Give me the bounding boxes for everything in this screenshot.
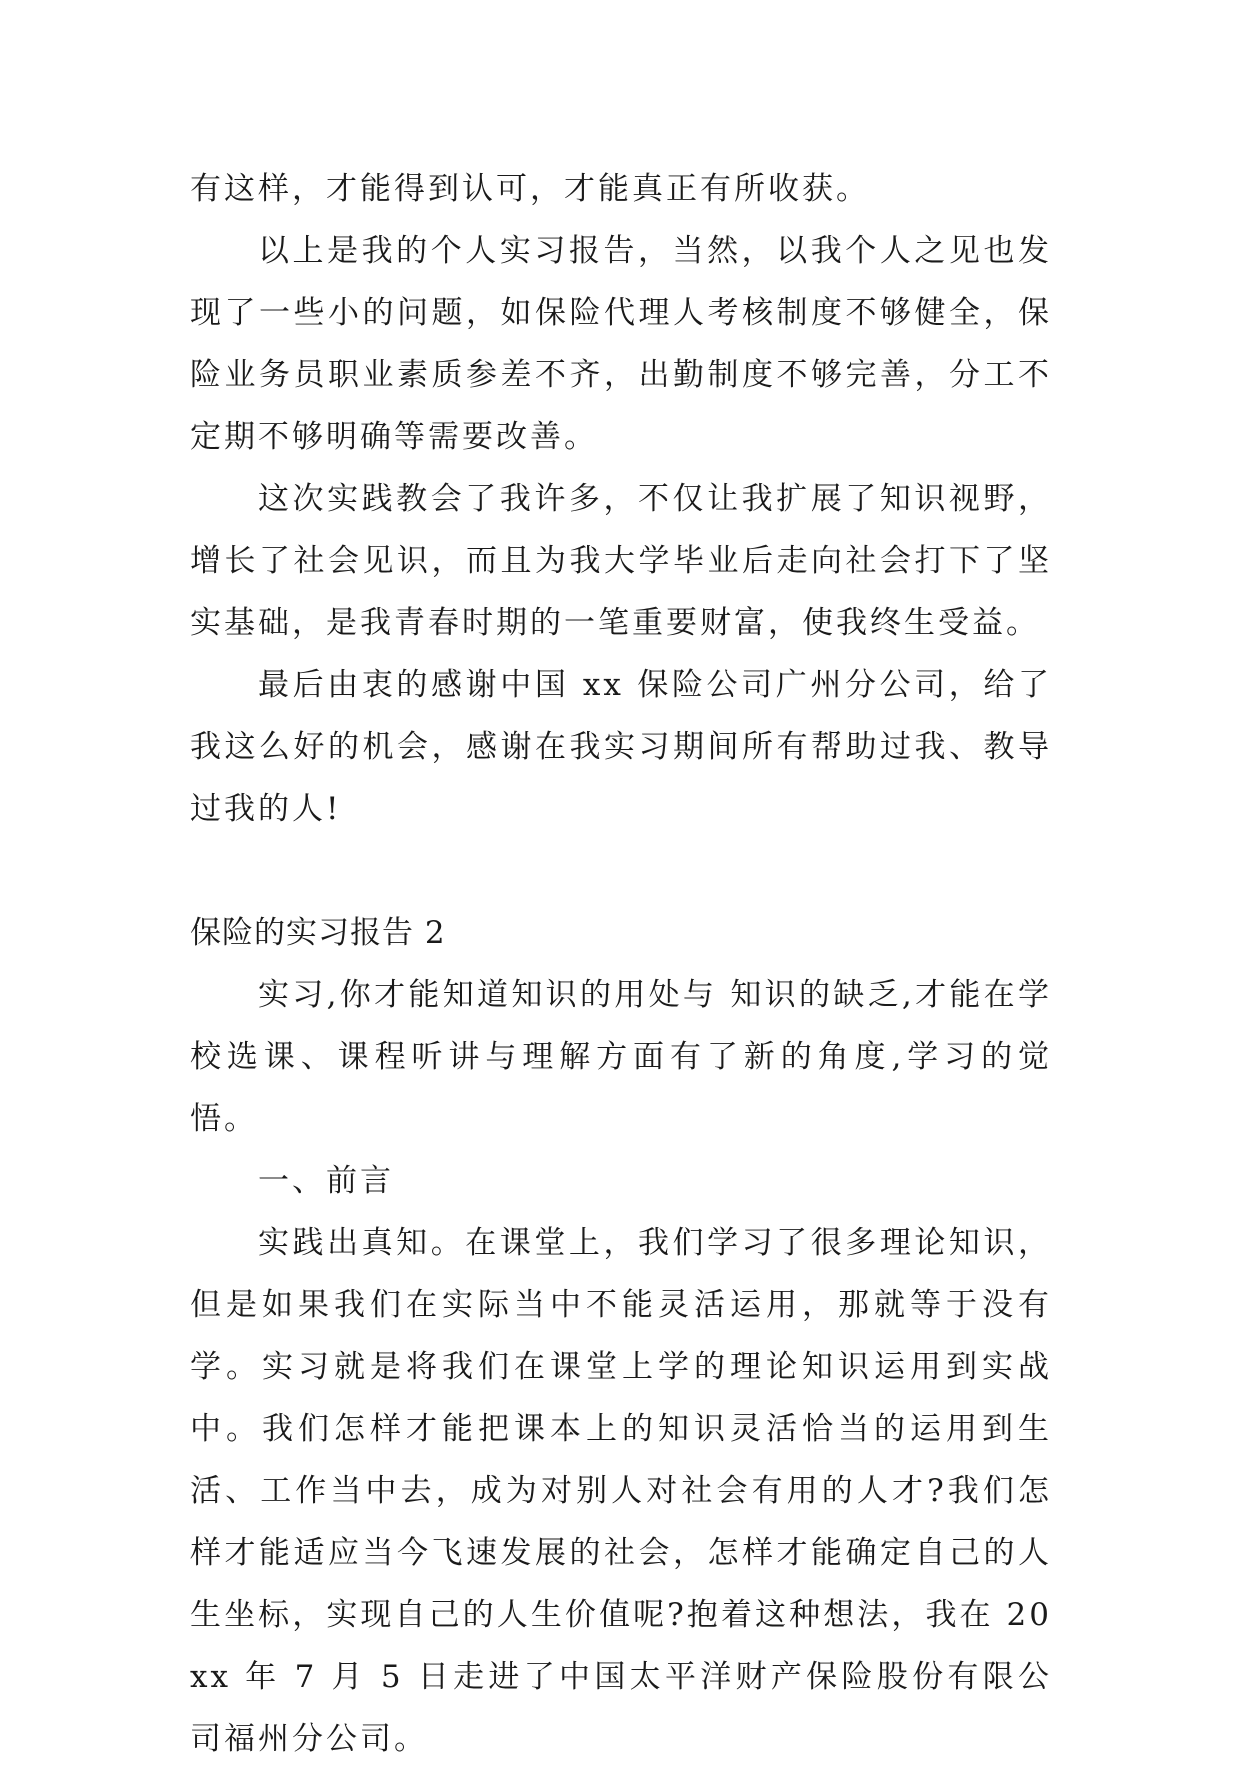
paragraph-preface-body: 实践出真知。在课堂上，我们学习了很多理论知识，但是如果我们在实际当中不能灵活运用，那就等于没有学。实习就是将我们在课堂上学的理论知识运用到实战中。我们怎样才能把课本上的知识灵活恰当的运用到生活、工作当中去，成为对别人对社会有用的人才?我们怎样才能适应当今飞速发展的社会，怎样才能确定自己的人生坐标，实现自己的人生价值呢?抱着这种想法，我在 20xx 年 7 月 5 日走进了中国太平洋财产保险股份有限公司福州分公司。	[190, 1225, 1052, 1757]
section-title: 保险的实习报告 2	[190, 915, 446, 951]
paragraph-report-summary: 以上是我的个人实习报告，当然，以我个人之见也发现了一些小的问题，如保险代理人考核制度不够健全，保险业务员职业素质参差不齐，出勤制度不够完善，分工不定期不够明确等需要改善。	[190, 233, 1052, 455]
subheading-preface: 一、前言	[258, 1163, 394, 1199]
document-page	[190, 158, 1052, 1770]
paragraph-intro: 实习,你才能知道知识的用处与 知识的缺乏,才能在学校选课、课程听讲与理解方面有了新的角度,学习的觉悟。	[190, 977, 1052, 1137]
paragraph-acknowledgement: 最后由衷的感谢中国 xx 保险公司广州分公司，给了我这么好的机会，感谢在我实习期间所有帮助过我、教导过我的人!	[190, 667, 1052, 827]
section-spacer	[190, 840, 1052, 902]
paragraph-continuation: 有这样，才能得到认可，才能真正有所收获。	[190, 171, 870, 207]
paragraph-practice-lessons: 这次实践教会了我许多，不仅让我扩展了知识视野，增长了社会见识，而且为我大学毕业后走向社会打下了坚实基础，是我青春时期的一笔重要财富，使我终生受益。	[190, 481, 1052, 641]
